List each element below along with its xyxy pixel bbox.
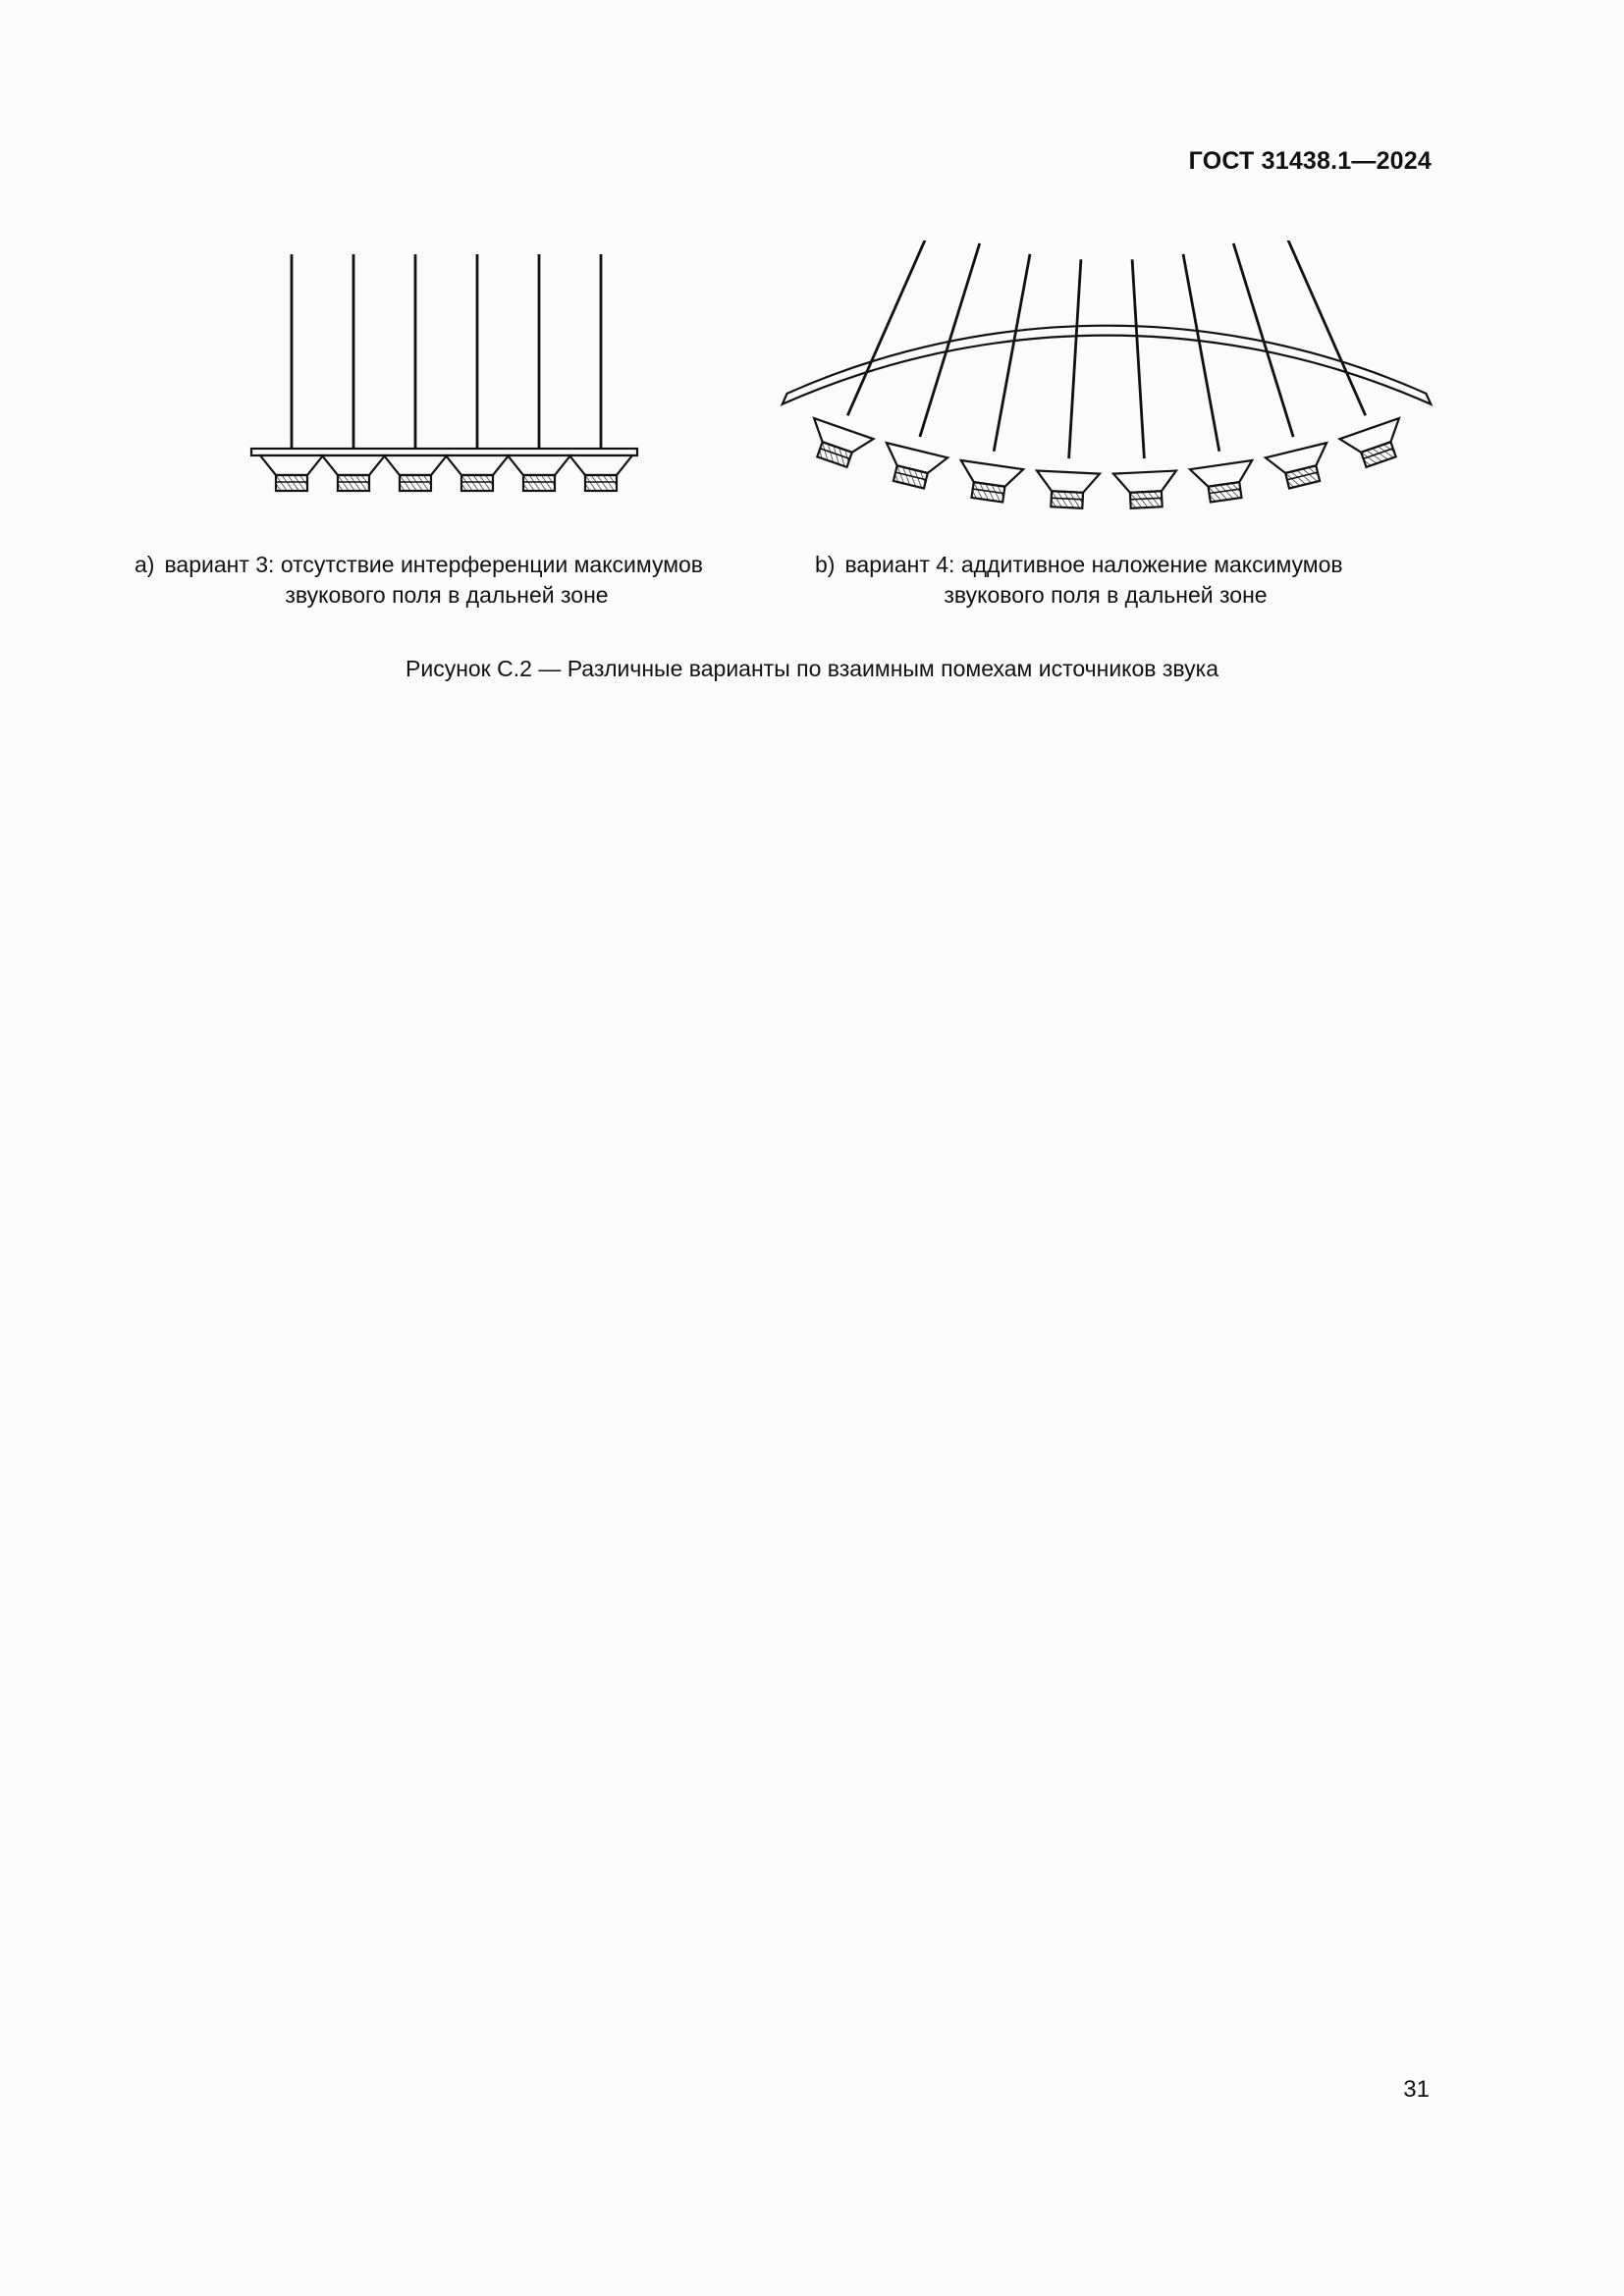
sound-beam-line: [1183, 254, 1219, 452]
sound-beam-line: [1069, 259, 1081, 458]
figure-title: Рисунок С.2 — Различные варианты по взаимным помехам источников звука: [406, 656, 1218, 681]
speaker-icon: [508, 455, 570, 491]
panel-b-curved-array: [783, 240, 1432, 509]
panel-a-flat-array: [251, 254, 637, 491]
sound-beam-line: [847, 240, 930, 415]
speaker-icon: [322, 455, 385, 491]
caption-a-line2: звукового поля в дальней зоне: [285, 582, 609, 608]
caption-b-line1: вариант 4: аддитивное наложение максимумов: [844, 552, 1343, 577]
caption-a-line1: вариант 3: отсутствие интерференции максимумов: [164, 552, 704, 577]
caption-b: [815, 550, 1396, 611]
caption-b-line2: звукового поля в дальней зоне: [944, 582, 1268, 608]
speaker-icon: [878, 443, 947, 492]
curved-mounting-bar: [783, 326, 1432, 404]
speaker-icon: [446, 455, 509, 491]
speaker-icon: [569, 455, 632, 491]
caption-a-label: a): [135, 552, 155, 577]
sound-beam-line: [1282, 240, 1365, 415]
speaker-icon: [384, 455, 447, 491]
speaker-icon: [1339, 418, 1410, 472]
speaker-icon: [1266, 443, 1335, 492]
caption-b-label: b): [815, 552, 836, 577]
page-number: 31: [1403, 2076, 1430, 2103]
caption-a: [135, 550, 759, 611]
speaker-icon: [802, 418, 873, 472]
speaker-icon: [1113, 471, 1178, 509]
sound-beam-line: [994, 254, 1030, 452]
sound-beam-line: [1132, 259, 1144, 458]
speaker-icon: [1190, 460, 1258, 505]
speaker-icon: [1035, 471, 1100, 509]
speaker-icon: [260, 455, 323, 491]
document-code: ГОСТ 31438.1—2024: [1188, 147, 1432, 175]
speaker-icon: [956, 460, 1024, 505]
figure-diagram: [0, 240, 1624, 535]
